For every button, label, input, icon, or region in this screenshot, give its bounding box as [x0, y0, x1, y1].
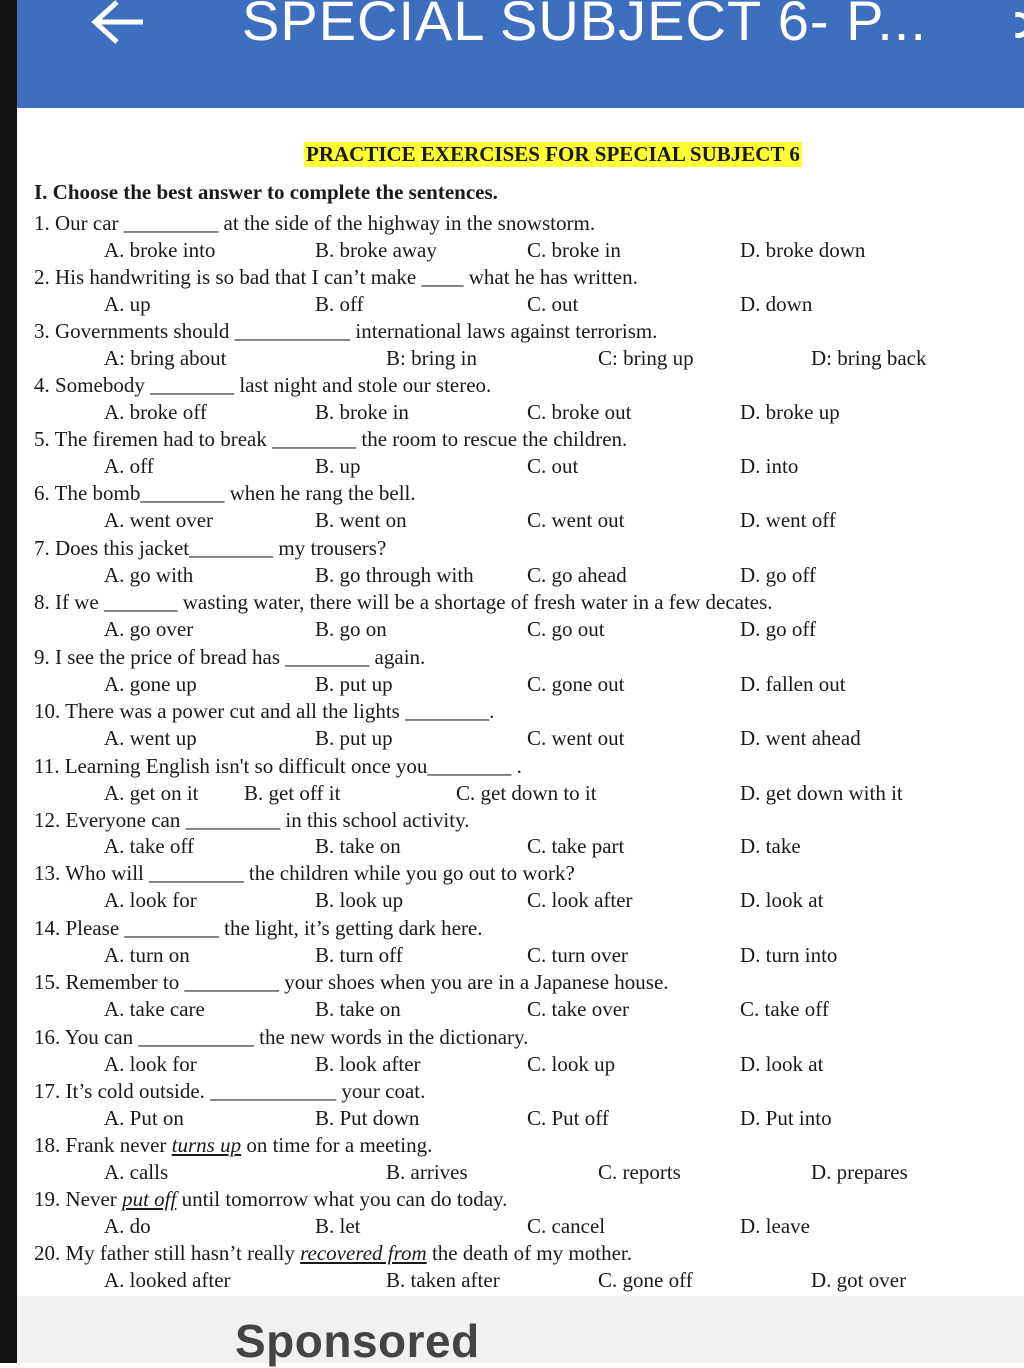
option-d: D. down	[740, 292, 813, 316]
search-icon[interactable]	[1005, 12, 1024, 38]
option-d: D. get down with it	[740, 781, 903, 805]
option-a: A. take care	[104, 997, 205, 1021]
option-a: A. look for	[104, 1052, 197, 1076]
option-b: B. put up	[315, 672, 393, 696]
screen-edge	[0, 0, 17, 1363]
question-12: 12. Everyone can _________ in this school activity.	[34, 808, 470, 832]
question-2: 2. His handwriting is so bad that I can’t make ____ what he has written.	[34, 265, 638, 289]
question-7: 7. Does this jacket________ my trousers?	[34, 536, 387, 560]
underlined-phrase: put off	[122, 1187, 177, 1211]
option-a: A. went over	[104, 508, 214, 532]
option-d: D. look at	[740, 888, 824, 912]
option-b: B. put up	[315, 726, 393, 750]
option-d: D. went off	[740, 508, 836, 532]
option-b: B. broke away	[315, 238, 437, 262]
option-a: A. broke off	[104, 400, 207, 424]
option-a: A. get on it	[104, 781, 199, 805]
option-b: B. look after	[315, 1052, 421, 1076]
option-c: C. reports	[598, 1160, 681, 1184]
option-d: D. broke up	[740, 400, 840, 424]
option-c: C. gone off	[598, 1268, 693, 1292]
option-a: A: bring about	[104, 346, 227, 370]
question-text: until tomorrow what you can do today.	[176, 1187, 508, 1211]
option-a: A. broke into	[104, 238, 216, 262]
option-b: B. go on	[315, 617, 387, 641]
document-page	[17, 108, 1024, 1296]
option-b: B. taken after	[386, 1268, 500, 1292]
option-a: A. Put on	[104, 1106, 184, 1130]
option-d: D. got over	[811, 1268, 907, 1292]
question-1: 1. Our car _________ at the side of the highway in the snowstorm.	[34, 211, 596, 235]
question-3: 3. Governments should ___________ international laws against terrorism.	[34, 319, 658, 343]
option-c: C: bring up	[598, 346, 694, 370]
option-b: B. arrives	[386, 1160, 468, 1184]
option-c: C. broke in	[527, 238, 621, 262]
option-d: C. take off	[740, 997, 829, 1021]
option-b: B. off	[315, 292, 364, 316]
app-title: SPECIAL SUBJECT 6- P...	[242, 0, 927, 52]
question-17	[34, 1078, 425, 1105]
option-c: C. look up	[527, 1052, 616, 1076]
option-c: C. out	[527, 454, 579, 478]
option-a: A. up	[104, 292, 151, 316]
option-a: A. go over	[104, 617, 194, 641]
app-bar	[17, 0, 1024, 108]
option-d: D. take	[740, 834, 801, 858]
option-b: B. Put down	[315, 1106, 420, 1130]
option-c: C. look after	[527, 888, 633, 912]
option-c: C. went out	[527, 726, 625, 750]
question-text: 19. Never	[34, 1187, 123, 1211]
option-a: A. look for	[104, 888, 197, 912]
option-d: D. turn into	[740, 943, 838, 967]
question-20	[34, 1240, 632, 1267]
section-heading: I. Choose the best answer to complete the sentences.	[34, 180, 498, 204]
option-d: D. fallen out	[740, 672, 846, 696]
option-a: A. do	[104, 1214, 151, 1238]
option-d: D. go off	[740, 563, 817, 587]
underlined-phrase: recovered from	[300, 1241, 427, 1265]
option-a: A. go with	[104, 563, 194, 587]
question-6: 6. The bomb________ when he rang the bell.	[34, 481, 416, 505]
option-c: C. get down to it	[456, 781, 597, 805]
option-d: D. prepares	[811, 1160, 908, 1184]
option-b: B. turn off	[315, 943, 403, 967]
option-b: B. up	[315, 454, 361, 478]
question-18	[34, 1132, 432, 1159]
option-c: C. broke out	[527, 400, 632, 424]
question-13: 13. Who will _________ the children while you go out to work?	[34, 861, 575, 885]
option-a: A. take off	[104, 834, 194, 858]
option-d: D. into	[740, 454, 799, 478]
option-c: C. go out	[527, 617, 605, 641]
option-a: A. looked after	[104, 1268, 231, 1292]
back-button[interactable]	[87, 0, 147, 50]
option-c: C. go ahead	[527, 563, 627, 587]
option-b: B. broke in	[315, 400, 409, 424]
question-4: 4. Somebody ________ last night and stole our stereo.	[34, 373, 492, 397]
question-text: 20. My father still hasn’t really	[34, 1241, 301, 1265]
question-8: 8. If we _______ wasting water, there will be a shortage of fresh water in a few decates.	[34, 590, 773, 614]
option-d: D. Put into	[740, 1106, 832, 1130]
sponsored-section	[17, 1296, 1024, 1367]
option-b: B. went on	[315, 508, 407, 532]
option-b: B. get off it	[244, 781, 341, 805]
question-text: 18. Frank never	[34, 1133, 172, 1157]
option-a: A. calls	[104, 1160, 169, 1184]
question-15: 15. Remember to _________ your shoes when you are in a Japanese house.	[34, 970, 669, 994]
question-19	[34, 1186, 507, 1213]
option-d: D. look at	[740, 1052, 824, 1076]
question-text: on time for a meeting.	[241, 1133, 433, 1157]
question-text: the death of my mother.	[426, 1241, 632, 1265]
option-c: C. cancel	[527, 1214, 606, 1238]
sponsored-label: Sponsored	[235, 1315, 480, 1367]
option-c: C. went out	[527, 508, 625, 532]
option-d: D. broke down	[740, 238, 866, 262]
option-a: A. turn on	[104, 943, 190, 967]
option-c: C. take part	[527, 834, 625, 858]
option-d: D. went ahead	[740, 726, 861, 750]
question-text: 17. It’s cold outside.	[34, 1079, 211, 1103]
question-11: 11. Learning English isn't so difficult once you________ .	[34, 754, 522, 778]
option-c: C. Put off	[527, 1106, 609, 1130]
question-16: 16. You can ___________ the new words in the dictionary.	[34, 1025, 529, 1049]
page-title: PRACTICE EXERCISES FOR SPECIAL SUBJECT 6	[306, 142, 800, 166]
option-a: A. gone up	[104, 672, 197, 696]
option-b: B. let	[315, 1214, 361, 1238]
option-d: D. go off	[740, 617, 817, 641]
option-d: D: bring back	[811, 346, 927, 370]
question-5: 5. The firemen had to break ________ the room to rescue the children.	[34, 427, 628, 451]
underlined-phrase: turns up	[171, 1133, 242, 1157]
question-14: 14. Please _________ the light, it’s getting dark here.	[34, 916, 483, 940]
option-b: B. go through with	[315, 563, 474, 587]
option-d: D. leave	[740, 1214, 810, 1238]
option-c: C. out	[527, 292, 579, 316]
option-c: C. turn over	[527, 943, 628, 967]
option-a: A. went up	[104, 726, 197, 750]
option-c: C. take over	[527, 997, 630, 1021]
option-b: B: bring in	[386, 346, 478, 370]
option-b: B. take on	[315, 834, 401, 858]
option-c: C. gone out	[527, 672, 625, 696]
question-10: 10. There was a power cut and all the lights ________.	[34, 699, 495, 723]
arrow-left-icon	[87, 0, 147, 50]
question-text: ____________ your coat.	[210, 1079, 426, 1103]
option-b: B. look up	[315, 888, 404, 912]
option-a: A. off	[104, 454, 154, 478]
option-b: B. take on	[315, 997, 401, 1021]
question-9: 9. I see the price of bread has ________ again.	[34, 645, 426, 669]
